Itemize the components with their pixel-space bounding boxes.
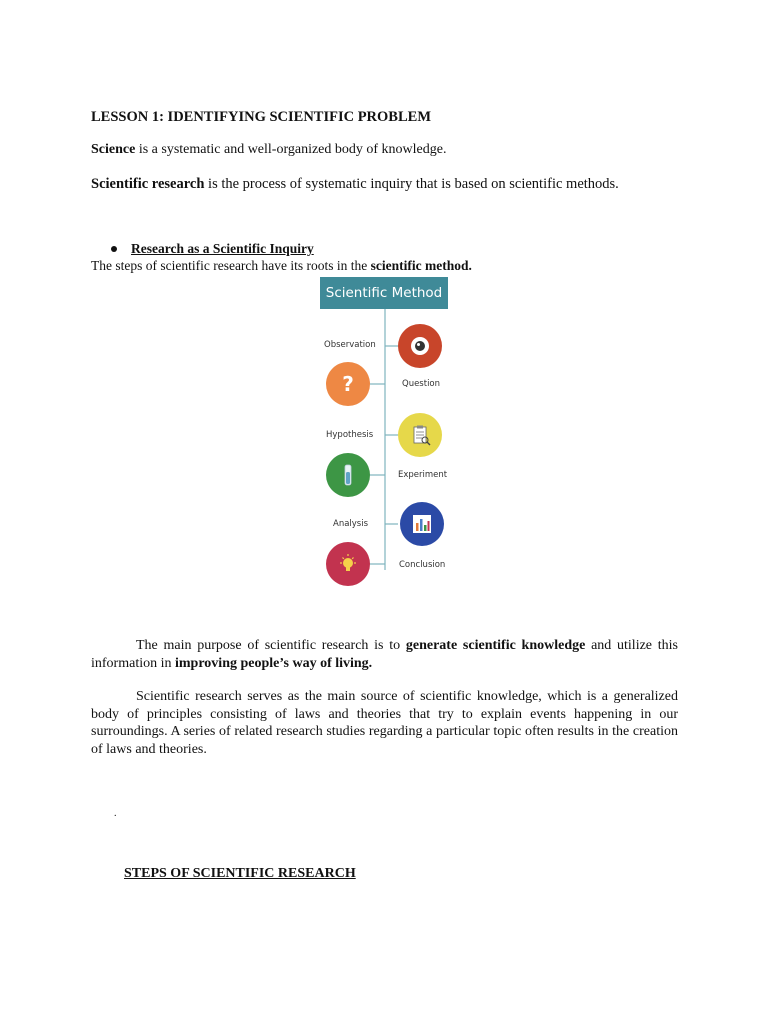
stray-dot: . — [114, 808, 117, 819]
lightbulb-icon — [326, 542, 370, 586]
step-label-conclusion: Conclusion — [399, 560, 446, 570]
step-label-observation: Observation — [324, 340, 376, 350]
scientific-method-diagram — [310, 275, 460, 595]
clipboard-icon — [398, 413, 442, 457]
question-mark-icon — [326, 362, 370, 406]
step-label-hypothesis: Hypothesis — [326, 430, 374, 440]
science-definition-text: is a systematic and well-organized body of knowledge. — [135, 142, 447, 157]
diagram-title: Scientific Method — [320, 277, 448, 309]
steps-intro — [91, 258, 472, 274]
step-label-experiment: Experiment — [398, 470, 448, 480]
purpose-paragraph — [91, 637, 678, 673]
lesson-title: LESSON 1: IDENTIFYING SCIENTIFIC PROBLEM — [91, 109, 432, 125]
test-tube-icon — [326, 453, 370, 497]
purpose-bold-b: generate scientific knowledge — [405, 638, 586, 653]
steps-intro-bold: scientific method. — [370, 258, 472, 273]
bar-chart-icon — [400, 502, 444, 546]
source-paragraph — [91, 688, 678, 758]
bullet-text: Research as a Scientific Inquiry — [131, 241, 314, 256]
steps-heading: STEPS OF SCIENTIFIC RESEARCH — [124, 866, 356, 881]
bullet-item — [111, 241, 314, 257]
research-term: Scientific research — [91, 176, 205, 192]
step-label-question: Question — [402, 379, 441, 389]
step-label-analysis: Analysis — [333, 519, 369, 529]
purpose-bold-d: improving people’s way of living. — [175, 656, 373, 671]
science-term: Science — [91, 142, 136, 157]
svg-text:?: ? — [342, 372, 354, 396]
science-definition — [91, 142, 447, 158]
source-paragraph-text: Scientific research serves as the main source of scientific knowledge, which is a generalized body of principles consisting of laws and theories that try to explain events happening in our surroundings. A series of related research studies regarding a particular topic often results in the creation of laws and theories. — [91, 689, 678, 757]
purpose-text-c: and utilize this information in — [91, 638, 678, 671]
bullet-dot-icon — [111, 246, 117, 252]
research-definition — [91, 176, 619, 193]
research-definition-text: is the process of systematic inquiry that is based on scientific methods. — [204, 176, 619, 192]
steps-intro-text: The steps of scientific research have its roots in the — [91, 258, 371, 273]
eye-icon — [398, 324, 442, 368]
purpose-text-a: The main purpose of scientific research is to — [136, 638, 406, 653]
